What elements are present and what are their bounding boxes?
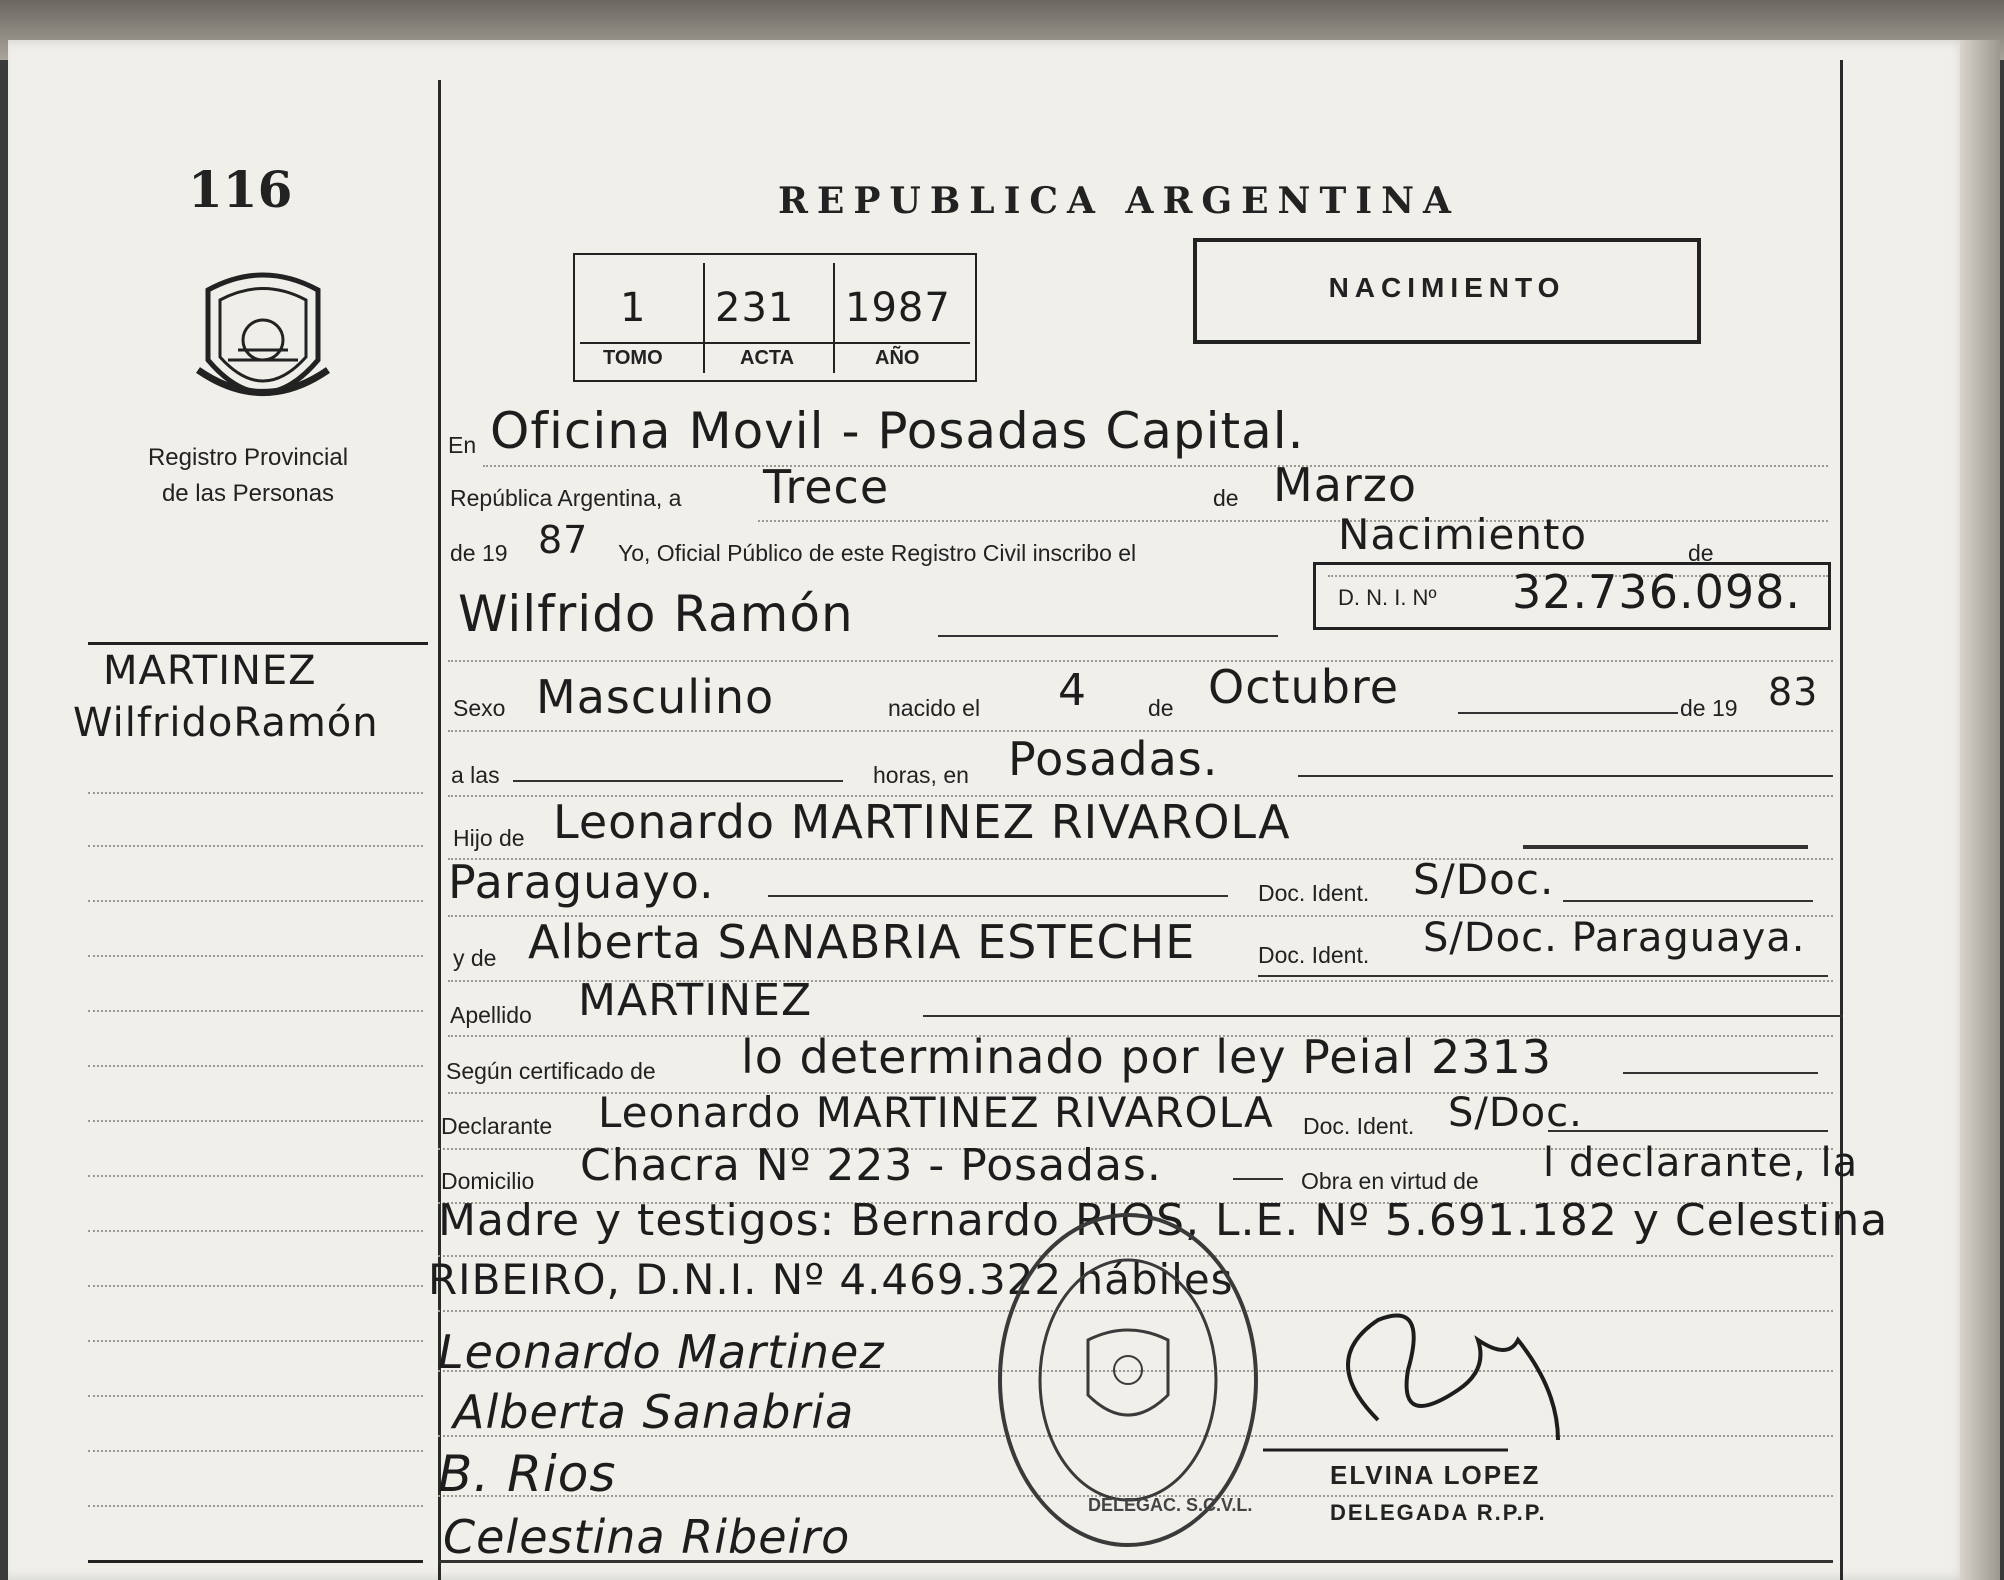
margin-line — [88, 792, 423, 794]
dni-value: 32.736.098. — [1512, 565, 1801, 619]
de-label-2: de — [1688, 540, 1714, 566]
mother-name: Alberta SANABRIA ESTECHE — [528, 915, 1196, 969]
margin-line — [88, 1230, 423, 1232]
obra-value: l declarante, la — [1543, 1140, 1859, 1186]
dni-label: D. N. I. Nº — [1338, 585, 1437, 610]
text-line-madre-testigos: Madre y testigos: Bernardo RIOS, L.E. Nº 5.691.182 y Celestina — [438, 1195, 1889, 1246]
en-label: En — [448, 432, 477, 458]
yo-text: Yo, Oficial Público de este Registro Civil inscribo el — [618, 540, 1137, 566]
father-doc: S/Doc. — [1413, 855, 1555, 904]
margin-line — [88, 1505, 423, 1507]
y-de-label: y de — [453, 945, 497, 971]
country-title: REPUBLICA ARGENTINA — [778, 180, 1460, 222]
republica-label: República Argentina, a — [450, 485, 682, 511]
province-seal-icon — [188, 265, 338, 425]
father-name: Leonardo MARTINEZ RIVAROLA — [553, 795, 1291, 849]
acta-value: 231 — [715, 285, 795, 331]
line-sig-4 — [438, 1560, 1833, 1563]
margin-rule — [88, 642, 428, 645]
apellido-value: MARTINEZ — [578, 975, 813, 1026]
obra-label: Obra en virtud de — [1301, 1168, 1479, 1194]
apellido-fill — [923, 1015, 1843, 1017]
decl-fill — [1548, 1130, 1828, 1132]
year-prefix: de 19 — [450, 540, 508, 566]
signature-witness-1: B. Rios — [438, 1445, 617, 1503]
margin-line — [88, 900, 423, 902]
domicilio-value: Chacra Nº 223 - Posadas. — [580, 1140, 1162, 1191]
margin-line — [88, 1120, 423, 1122]
hour-fill — [513, 780, 843, 782]
birth-month: Octubre — [1208, 660, 1400, 714]
doc-fill — [1563, 900, 1813, 902]
ano-label: AÑO — [875, 347, 920, 369]
place-fill — [1298, 775, 1833, 777]
record-box — [573, 253, 977, 382]
signature-witness-2: Celestina Ribeiro — [443, 1510, 851, 1564]
de19-label: de 19 — [1680, 695, 1738, 721]
line-en — [483, 465, 1828, 467]
line-name — [448, 660, 1833, 662]
text-line-ribeiro: RIBEIRO, D.N.I. Nº 4.469.322 hábiles — [428, 1255, 1234, 1304]
segun-fill — [1623, 1072, 1818, 1074]
horas-label: horas, en — [873, 762, 969, 788]
signature-mother: Alberta Sanabria — [453, 1385, 855, 1439]
registry-line-2: de las Personas — [161, 480, 335, 507]
act-type-label: NACIMIENTO — [1328, 272, 1566, 303]
official-signature-icon — [1258, 1300, 1628, 1480]
segun-label: Según certificado de — [446, 1058, 656, 1084]
register-page — [8, 40, 1968, 1580]
mother-doc-fill — [1258, 975, 1828, 977]
column-divider-right — [1840, 60, 1843, 1580]
hijo-label: Hijo de — [453, 825, 525, 851]
father-nationality: Paraguayo. — [448, 855, 715, 909]
margin-line — [88, 1175, 423, 1177]
margin-line — [88, 955, 423, 957]
line-fecha — [758, 520, 1828, 522]
tomo-value: 1 — [620, 285, 647, 331]
segun-value: lo determinado por ley Peial 2313 — [741, 1030, 1553, 1084]
declarante-value: Leonardo MARTINEZ RIVAROLA — [598, 1088, 1274, 1137]
registry-name — [98, 440, 398, 512]
official-title: DELEGADA R.P.P. — [1330, 1500, 1547, 1525]
nat-fill — [768, 895, 1228, 897]
nacido-label: nacido el — [888, 695, 981, 721]
dni-box — [1313, 562, 1831, 630]
father-fill — [1523, 845, 1808, 849]
inscribe-value: Nacimiento — [1338, 510, 1588, 559]
birth-day: 4 — [1058, 665, 1087, 716]
dom-fill — [1233, 1178, 1283, 1180]
ano-value: 1987 — [845, 285, 951, 331]
registry-line-1: Registro Provincial — [147, 444, 349, 471]
signature-father: Leonardo Martinez — [438, 1325, 885, 1379]
de-label-3: de — [1148, 695, 1174, 721]
child-name: Wilfrido Ramón — [458, 585, 854, 643]
birth-year: 83 — [1768, 670, 1819, 714]
margin-line — [88, 845, 423, 847]
doc-ident-label-2: Doc. Ident. — [1258, 942, 1370, 968]
office-value: Oficina Movil - Posadas Capital. — [490, 402, 1305, 460]
margin-line — [88, 1340, 423, 1342]
sexo-value: Masculino — [536, 670, 775, 724]
page-number: 116 — [188, 160, 293, 219]
margin-given-name: WilfridoRamón — [73, 700, 379, 746]
margin-line — [88, 1450, 423, 1452]
month-fill — [1458, 712, 1678, 714]
domicilio-label: Domicilio — [441, 1168, 535, 1194]
mother-doc: S/Doc. Paraguaya. — [1423, 915, 1806, 961]
page-right-edge — [1960, 40, 2000, 1580]
name-fill — [938, 635, 1278, 637]
official-name: ELVINA LOPEZ — [1330, 1460, 1541, 1490]
margin-line — [88, 1560, 423, 1563]
sexo-label: Sexo — [453, 695, 506, 721]
de-label-1: de — [1213, 485, 1239, 511]
acta-label: ACTA — [740, 347, 795, 369]
margin-line — [88, 1395, 423, 1397]
act-type-box — [1193, 238, 1701, 344]
margin-line — [88, 1285, 423, 1287]
doc-ident-label-3: Doc. Ident. — [1303, 1113, 1415, 1139]
declarante-label: Declarante — [441, 1113, 553, 1139]
margin-surname: MARTINEZ — [103, 648, 317, 694]
margin-line — [88, 1065, 423, 1067]
apellido-label: Apellido — [450, 1002, 532, 1028]
doc-ident-label-1: Doc. Ident. — [1258, 880, 1370, 906]
year-value: 87 — [538, 518, 589, 562]
month-value: Marzo — [1273, 458, 1418, 512]
a-las-label: a las — [451, 762, 500, 788]
tomo-label: TOMO — [603, 347, 663, 369]
birth-place: Posadas. — [1008, 732, 1219, 786]
declarante-doc: S/Doc. — [1448, 1090, 1583, 1136]
day-value: Trece — [763, 460, 890, 514]
stamp-bottom-text: DELEGAC. S.C.V.L. — [1088, 1495, 1253, 1515]
margin-line — [88, 1010, 423, 1012]
